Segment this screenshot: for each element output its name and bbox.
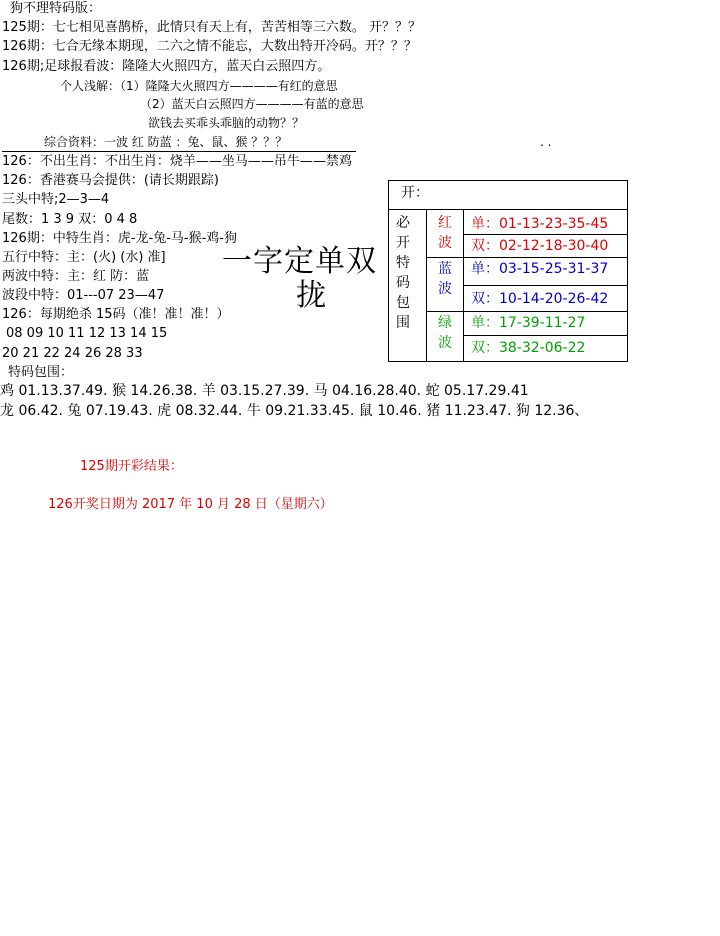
- zodiac-row-2: 龙 06.42. 兔 07.19.43. 虎 08.32.44. 牛 09.21.33.45. 鼠 10.46. 猪 11.23.47. 狗 12.36、: [0, 403, 589, 419]
- green-single-numbers: 单：17-39-11-27: [471, 315, 586, 331]
- interpret-line1: 个人浅解：（1）隆隆大火照四方————有红的意思: [60, 79, 338, 93]
- interpret-line2: （2）蓝天白云照四方————有蓝的意思: [140, 97, 364, 111]
- red-wave-label: 红 波: [438, 215, 452, 251]
- summary-underline: [2, 151, 356, 152]
- slogan-line1: 一字定单双: [222, 244, 377, 279]
- box-divider-blue: [426, 311, 627, 312]
- box-divider-top: [389, 209, 627, 210]
- prediction-box: [388, 180, 628, 362]
- two-wave-line: 两波中特：主：红 防：蓝: [2, 269, 150, 284]
- red-single-numbers: 单：01-13-23-35-45: [471, 216, 609, 232]
- kill-numbers-1: 08 09 10 11 12 13 14 15: [6, 326, 168, 341]
- box-row-sep-3: [463, 335, 627, 336]
- five-elements-line: 五行中特：主：(火) (水) 准]: [2, 250, 166, 265]
- zodiac-exclude-line: 126：不出生肖：不出生肖：烧羊——坐马——吊牛——禁鸡: [2, 154, 352, 169]
- line-125: 125期：七七相见喜鹊桥，此情只有天上有，苦苦相等三六数。 开？？？: [2, 20, 421, 35]
- blue-wave-label: 蓝 波: [438, 261, 452, 297]
- zodiac-special-line: 126期：中特生肖：虎-龙-兔-马-猴-鸡-狗: [2, 231, 237, 246]
- wave-segment-line: 波段中特：01---07 23—47: [2, 288, 165, 303]
- zodiac-row-1: 鸡 01.13.37.49. 猴 14.26.38. 羊 03.15.27.39. 马 04.16.28.40. 蛇 05.17.29.41: [0, 383, 529, 399]
- box-divider-red: [426, 257, 627, 258]
- summary-line: 综合资料：一波 红 防蓝 ：兔、鼠、猴 ？？？: [44, 135, 288, 149]
- head-line: 三头中特;2—3—4: [2, 192, 110, 207]
- draw-date-line: 126开奖日期为 2017 年 10 月 28 日（星期六）: [48, 497, 333, 512]
- line-126a: 126期：七合无缘本期现，二六之情不能忘，大数出特开冷码。开？？？: [2, 39, 417, 54]
- red-double-numbers: 双：02-12-18-30-40: [471, 238, 609, 254]
- kill-line: 126：每期绝杀 15码（准！准！准！）: [2, 307, 230, 322]
- must-open-label: 必 开 特 码 包 围: [396, 215, 410, 331]
- special-box-label: 特码包围：: [8, 365, 74, 380]
- line-126b: 126期;足球报看波：隆隆大火照四方，蓝天白云照四方。: [2, 59, 331, 74]
- stray-dots: . .: [540, 135, 552, 149]
- kill-numbers-2: 20 21 22 24 26 28 33: [2, 346, 143, 361]
- slogan-line2: 拢: [296, 278, 326, 313]
- riddle-line: 欲钱去买乖头乖脑的动物？？: [148, 116, 305, 130]
- hk-line: 126：香港赛马会提供：(请长期跟踪): [2, 173, 219, 188]
- blue-double-numbers: 双：10-14-20-26-42: [471, 291, 609, 307]
- green-wave-label: 绿 波: [438, 315, 452, 351]
- open-label: 开：: [401, 185, 429, 201]
- doc-title: 狗不理特码版：: [10, 1, 102, 16]
- result-125-label: 125期开彩结果：: [80, 459, 183, 474]
- box-row-sep-1: [463, 234, 627, 235]
- tail-line: 尾数：1 3 9 双：0 4 8: [2, 212, 138, 227]
- box-row-sep-2: [463, 285, 627, 286]
- green-double-numbers: 双：38-32-06-22: [471, 340, 586, 356]
- blue-single-numbers: 单：03-15-25-31-37: [471, 261, 609, 277]
